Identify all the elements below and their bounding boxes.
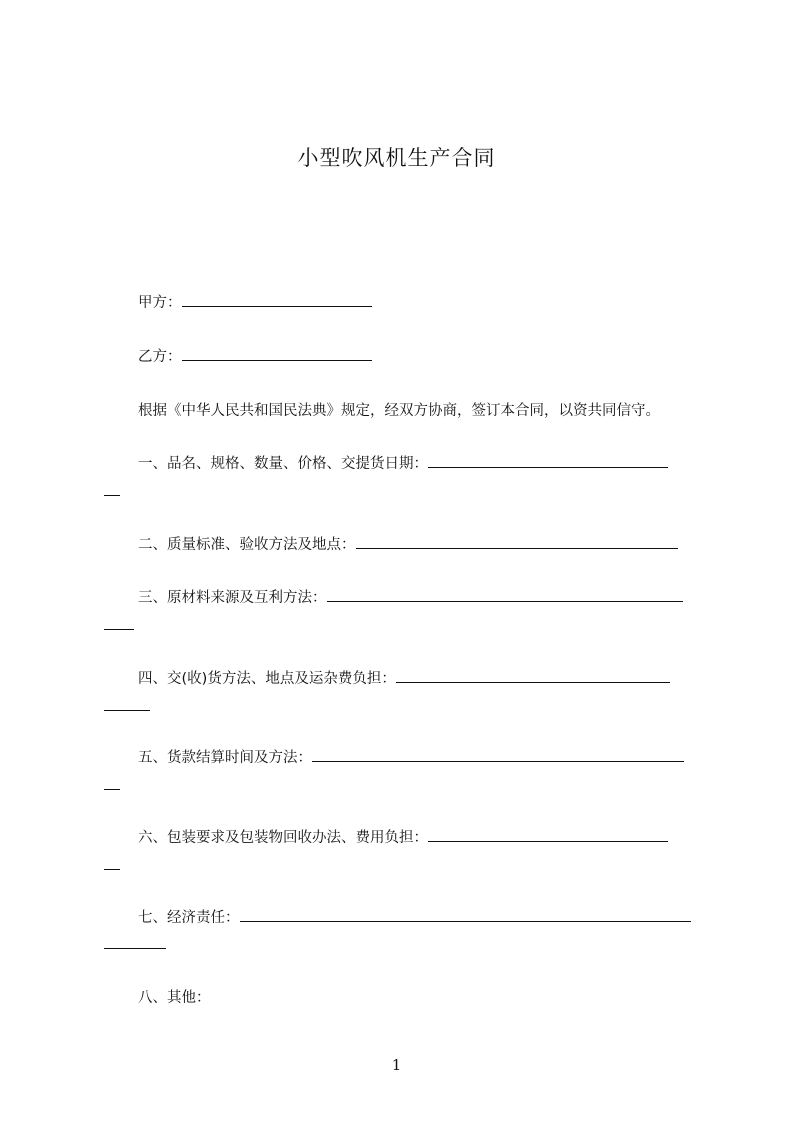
- clause-5: [138, 746, 684, 767]
- party-a-line: [138, 291, 372, 312]
- clause-2: [138, 533, 678, 554]
- clause-1-blank: [428, 455, 668, 468]
- clause-8-label: 八、其他：: [138, 990, 211, 1006]
- page-number: 1: [391, 1056, 402, 1074]
- clause-1-label: 一、品名、规格、数量、价格、交提货日期：: [138, 456, 428, 472]
- clause-6: [138, 826, 668, 847]
- clause-4-blank-cont: [104, 709, 150, 711]
- clause-4-blank: [396, 670, 670, 683]
- party-b-line: [138, 345, 372, 366]
- party-b-blank: [182, 348, 372, 361]
- preamble: 根据《中华人民共和国民法典》规定，经双方协商，签订本合同，以资共同信守。: [138, 403, 660, 419]
- party-b-label: 乙方：: [138, 349, 182, 365]
- clause-5-blank-cont: [104, 788, 120, 790]
- clause-3-label: 三、原材料来源及互利方法：: [138, 590, 327, 606]
- clause-3-blank-cont: [104, 628, 134, 630]
- clause-7-blank-cont: [104, 947, 166, 949]
- clause-6-label: 六、包装要求及包装物回收办法、费用负担：: [138, 830, 428, 846]
- clause-6-blank: [428, 829, 668, 842]
- clause-2-label: 二、质量标准、验收方法及地点：: [138, 537, 356, 553]
- clause-1: [138, 452, 668, 473]
- clause-5-blank: [312, 749, 684, 762]
- clause-5-label: 五、货款结算时间及方法：: [138, 750, 312, 766]
- clause-7: [138, 906, 691, 927]
- clause-3: [138, 586, 683, 607]
- party-a-blank: [182, 294, 372, 307]
- party-a-label: 甲方：: [138, 295, 182, 311]
- clause-2-blank: [356, 536, 678, 549]
- document-title: 小型吹风机生产合同: [297, 146, 496, 170]
- clause-7-label: 七、经济责任：: [138, 910, 240, 926]
- clause-7-blank: [240, 909, 691, 922]
- clause-4: [138, 667, 670, 688]
- clause-6-blank-cont: [104, 868, 120, 870]
- clause-4-label: 四、交(收)货方法、地点及运杂费负担：: [138, 671, 396, 687]
- clause-8: [138, 986, 211, 1007]
- clause-1-blank-cont: [104, 494, 120, 496]
- clause-3-blank: [327, 589, 683, 602]
